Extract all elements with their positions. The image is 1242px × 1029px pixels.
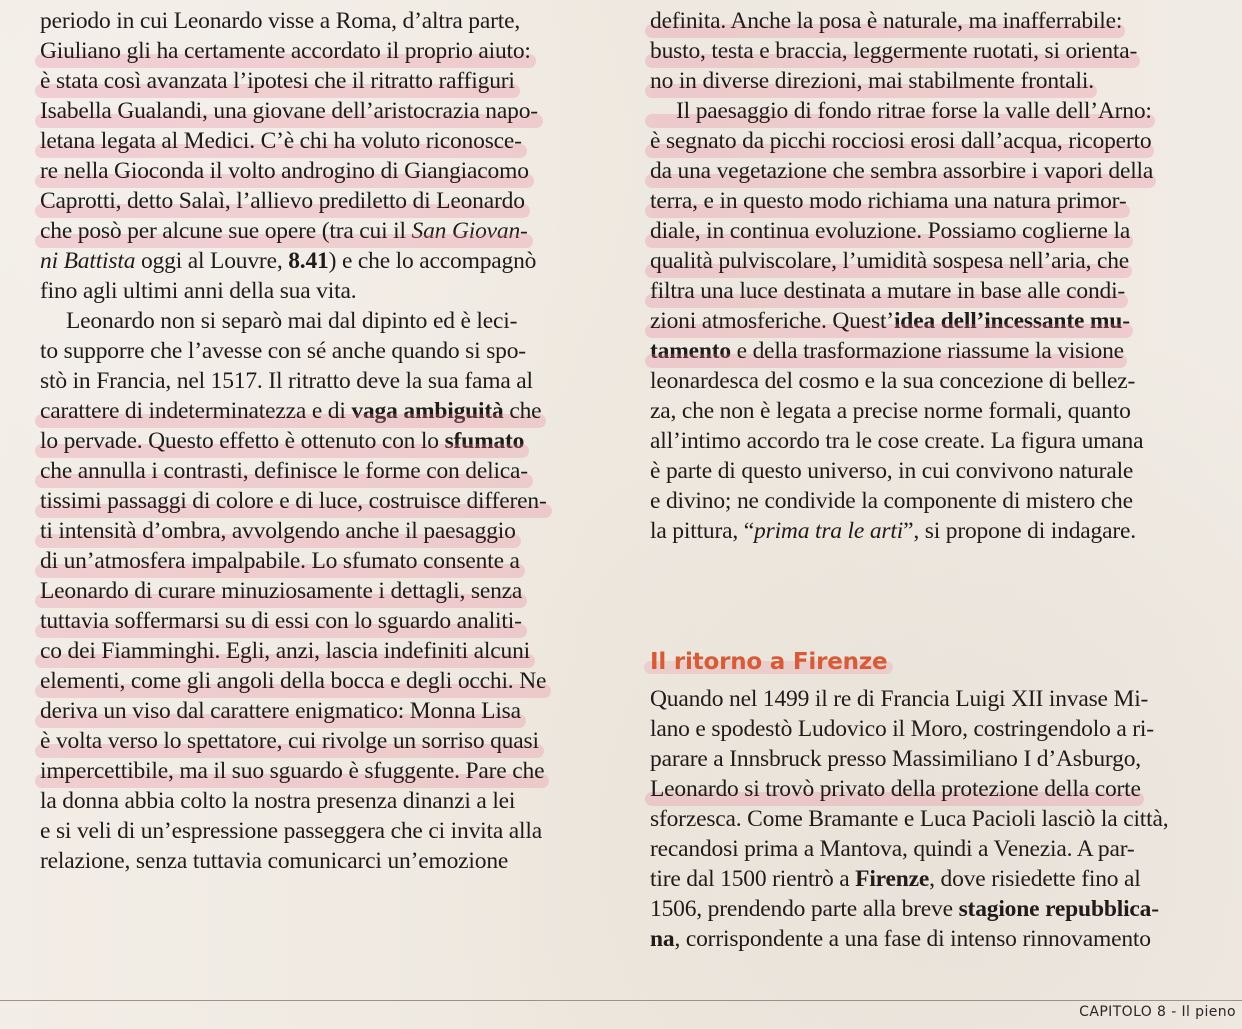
left-line-12: to supporre che l’avesse con sé anche quando si spo- <box>40 338 526 364</box>
left-line-26: impercettibile, ma il suo sguardo è sfuggente. Pare che <box>40 758 545 784</box>
section-line-9: na, corrispondente a una fase di intenso rinnovamento <box>650 926 1151 952</box>
left-line-17: tissimi passaggi di colore e di luce, costruisce differen- <box>40 488 547 514</box>
left-line-24: deriva un viso dal carattere enigmatico: Monna Lisa <box>40 698 521 724</box>
right-line-15: all’intimo accordo tra le cose create. La figura umana <box>650 428 1144 454</box>
section-line-6: recandosi prima a Mantova, quindi a Venezia. A par- <box>650 836 1135 862</box>
left-line-19: di un’atmosfera impalpabile. Lo sfumato consente a <box>40 548 520 574</box>
left-line-27: la donna abbia colto la nostra presenza dinanzi a lei <box>40 788 516 814</box>
left-line-4: Isabella Gualandi, una giovane dell’aristocrazia napo- <box>40 98 538 124</box>
section-line-7: tire dal 1500 rientrò a Firenze, dove risiedette fino al <box>650 866 1141 892</box>
left-line-6: re nella Gioconda il volto androgino di Giangiacomo <box>40 158 529 184</box>
right-line-4: Il paesaggio di fondo ritrae forse la valle dell’Arno: <box>650 96 1152 126</box>
left-line-16: che annulla i contrasti, definisce le forme con delica- <box>40 458 528 484</box>
section-heading: Il ritorno a Firenze <box>650 645 887 679</box>
left-line-13: stò in Francia, nel 1517. Il ritratto deve la sua fama al <box>40 368 533 394</box>
right-line-16: è parte di questo universo, in cui convivono naturale <box>650 458 1134 484</box>
left-line-22: co dei Fiamminghi. Egli, anzi, lascia indefiniti alcuni <box>40 638 531 664</box>
left-line-23: elementi, come gli angoli della bocca e degli occhi. Ne <box>40 668 547 694</box>
left-line-28: e si veli di un’espressione passeggera che ci invita alla <box>40 818 542 844</box>
left-line-1: periodo in cui Leonardo visse a Roma, d’altra parte, <box>40 8 521 34</box>
left-line-7: Caprotti, detto Salaì, l’allievo prediletto di Leonardo <box>40 188 525 214</box>
section-line-8: 1506, prendendo parte alla breve stagione repubblica- <box>650 896 1159 922</box>
left-line-29: relazione, senza tuttavia comunicarci un’emozione <box>40 848 509 874</box>
left-line-5: letana legata al Medici. C’è chi ha voluto riconosce- <box>40 128 522 154</box>
left-line-14: carattere di indeterminatezza e di vaga ambiguità che <box>40 398 542 424</box>
right-line-6: da una vegetazione che sembra assorbire i vapori della <box>650 158 1154 184</box>
left-line-2: Giuliano gli ha certamente accordato il proprio aiuto: <box>40 38 531 64</box>
right-line-5: è segnato da picchi rocciosi erosi dall’acqua, ricoperto <box>650 128 1152 154</box>
section-line-2: lano e spodestò Ludovico il Moro, costringendolo a ri- <box>650 716 1154 742</box>
chapter-footer: CAPITOLO 8 - Il pieno <box>1079 1004 1236 1020</box>
left-line-21: tuttavia soffermarsi su di essi con lo sguardo analiti- <box>40 608 522 634</box>
right-line-17: e divino; ne condivide la componente di mistero che <box>650 488 1133 514</box>
right-line-2: busto, testa e braccia, leggermente ruotati, si orienta- <box>650 38 1138 64</box>
right-line-1: definita. Anche la posa è naturale, ma inafferrabile: <box>650 8 1123 34</box>
right-line-7: terra, e in questo modo richiama una natura primor- <box>650 188 1127 214</box>
left-line-25: è volta verso lo spettatore, cui rivolge un sorriso quasi <box>40 728 539 754</box>
right-line-13: leonardesca del cosmo e la sua concezione di bellez- <box>650 368 1136 394</box>
section-line-4: Leonardo si trovò privato della protezione della corte <box>650 776 1141 802</box>
left-line-8: che posò per alcune sue opere (tra cui il San Giovan- <box>40 218 528 244</box>
left-line-10: fino agli ultimi anni della sua vita. <box>40 278 357 304</box>
right-line-14: za, che non è legata a precise norme formali, quanto <box>650 398 1131 424</box>
left-line-15: lo pervade. Questo effetto è ottenuto con lo sfumato <box>40 428 525 454</box>
section-line-3: parare a Innsbruck presso Massimiliano I d’Asburgo, <box>650 746 1141 772</box>
right-line-11: zioni atmosferiche. Quest’idea dell’incessante mu- <box>650 308 1130 334</box>
footer-rule <box>0 1000 1242 1001</box>
right-line-3: no in diverse direzioni, mai stabilmente frontali. <box>650 68 1094 94</box>
left-line-3: è stata così avanzata l’ipotesi che il ritratto raffiguri <box>40 68 515 94</box>
right-line-18: la pittura, “prima tra le arti”, si propone di indagare. <box>650 518 1136 544</box>
left-line-11: Leonardo non si separò mai dal dipinto ed è leci- <box>66 308 518 334</box>
section-line-1: Quando nel 1499 il re di Francia Luigi XII invase Mi- <box>650 686 1149 712</box>
right-line-8: diale, in continua evoluzione. Possiamo coglierne la <box>650 218 1131 244</box>
right-line-9: qualità pulviscolare, l’umidità sospesa nell’aria, che <box>650 248 1130 274</box>
left-line-9: ni Battista oggi al Louvre, 8.41) e che lo accompagnò <box>40 248 537 274</box>
section-line-5: sforzesca. Come Bramante e Luca Pacioli lasciò la città, <box>650 806 1169 832</box>
left-line-18: ti intensità d’ombra, avvolgendo anche il paesaggio <box>40 518 516 544</box>
left-line-20: Leonardo di curare minuziosamente i dettagli, senza <box>40 578 523 604</box>
right-line-10: filtra una luce destinata a mutare in base alle condi- <box>650 278 1126 304</box>
right-line-12: tamento e della trasformazione riassume la visione <box>650 338 1124 364</box>
